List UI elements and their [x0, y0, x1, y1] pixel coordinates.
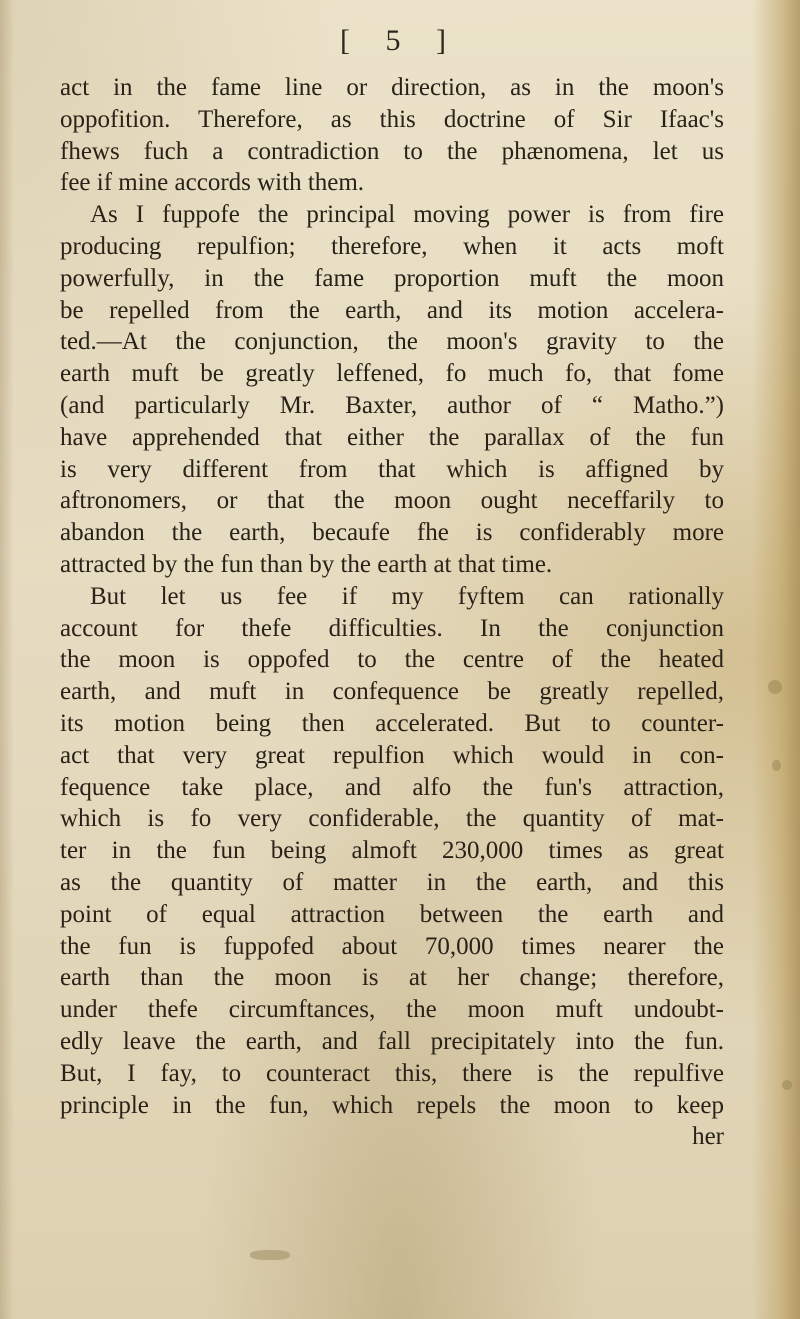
- text-line: fhews fuch a contradiction to the phænomena, let us: [60, 137, 724, 165]
- text-line: earth than the moon is at her change; therefore,: [60, 964, 724, 992]
- text-line: account for thefe difficulties. In the conjunction: [60, 614, 724, 642]
- text-line: producing repulfion; therefore, when it acts moft: [60, 232, 724, 260]
- foxing-spot: [768, 680, 782, 694]
- text-line: have apprehended that either the parallax of the fun: [60, 423, 724, 451]
- catchword: her: [692, 1123, 724, 1151]
- text-line: attracted by the fun than by the earth at that time.: [60, 550, 553, 578]
- text-line: is very different from that which is affigned by: [60, 455, 724, 483]
- page-header: [0, 24, 800, 58]
- text-line: But, I fay, to counteract this, there is the repulfive: [60, 1059, 724, 1087]
- text-line: its motion being then accelerated. But to counter-: [60, 709, 724, 737]
- page-shadow-left: [0, 0, 14, 1319]
- text-line: edly leave the earth, and fall precipitately into the fun.: [60, 1027, 724, 1055]
- text-line: earth muft be greatly leffened, fo much fo, that fome: [60, 360, 724, 388]
- text-line: But let us fee if my fyftem can rationally: [90, 582, 724, 610]
- text-line: abandon the earth, becaufe fhe is confiderably more: [60, 519, 724, 547]
- foxing-spot: [782, 1080, 792, 1090]
- text-line: ter in the fun being almoft 230,000 times as great: [60, 837, 724, 865]
- text-line: act in the fame line or direction, as in the moon's: [60, 74, 724, 101]
- text-line: oppofition. Therefore, as this doctrine of Sir Ifaac's: [60, 105, 724, 133]
- foxing-spot: [250, 1250, 290, 1260]
- text-line: earth, and muft in confequence be greatly repelled,: [60, 678, 724, 706]
- body-text: [60, 72, 724, 1153]
- text-line: as the quantity of matter in the earth, and this: [60, 868, 724, 896]
- text-line: under thefe circumftances, the moon muft undoubt-: [60, 996, 724, 1024]
- text-line: fee if mine accords with them.: [60, 169, 365, 197]
- text-line: the fun is fuppofed about 70,000 times nearer the: [60, 932, 724, 960]
- text-line: be repelled from the earth, and its motion accelera-: [60, 296, 724, 324]
- page-number: [ 5 ]: [340, 24, 460, 57]
- text-line: point of equal attraction between the earth and: [60, 900, 724, 928]
- text-line: ted.—At the conjunction, the moon's gravity to the: [60, 328, 724, 356]
- text-line: (and particularly Mr. Baxter, author of “ Matho.”): [60, 391, 724, 419]
- text-line: powerfully, in the fame proportion muft the moon: [60, 264, 724, 292]
- text-line: As I fuppofe the principal moving power is from fire: [90, 201, 724, 229]
- foxing-spot: [772, 760, 781, 771]
- text-line: fequence take place, and alfo the fun's attraction,: [60, 773, 724, 801]
- text-line: act that very great repulfion which would in con-: [60, 741, 724, 769]
- text-line: which is fo very confiderable, the quantity of mat-: [60, 805, 724, 833]
- text-line: aftronomers, or that the moon ought neceffarily to: [60, 487, 724, 515]
- text-line: the moon is oppofed to the centre of the heated: [60, 646, 724, 674]
- text-line: principle in the fun, which repels the moon to keep: [60, 1091, 724, 1119]
- page-foxing-right: [752, 0, 800, 1319]
